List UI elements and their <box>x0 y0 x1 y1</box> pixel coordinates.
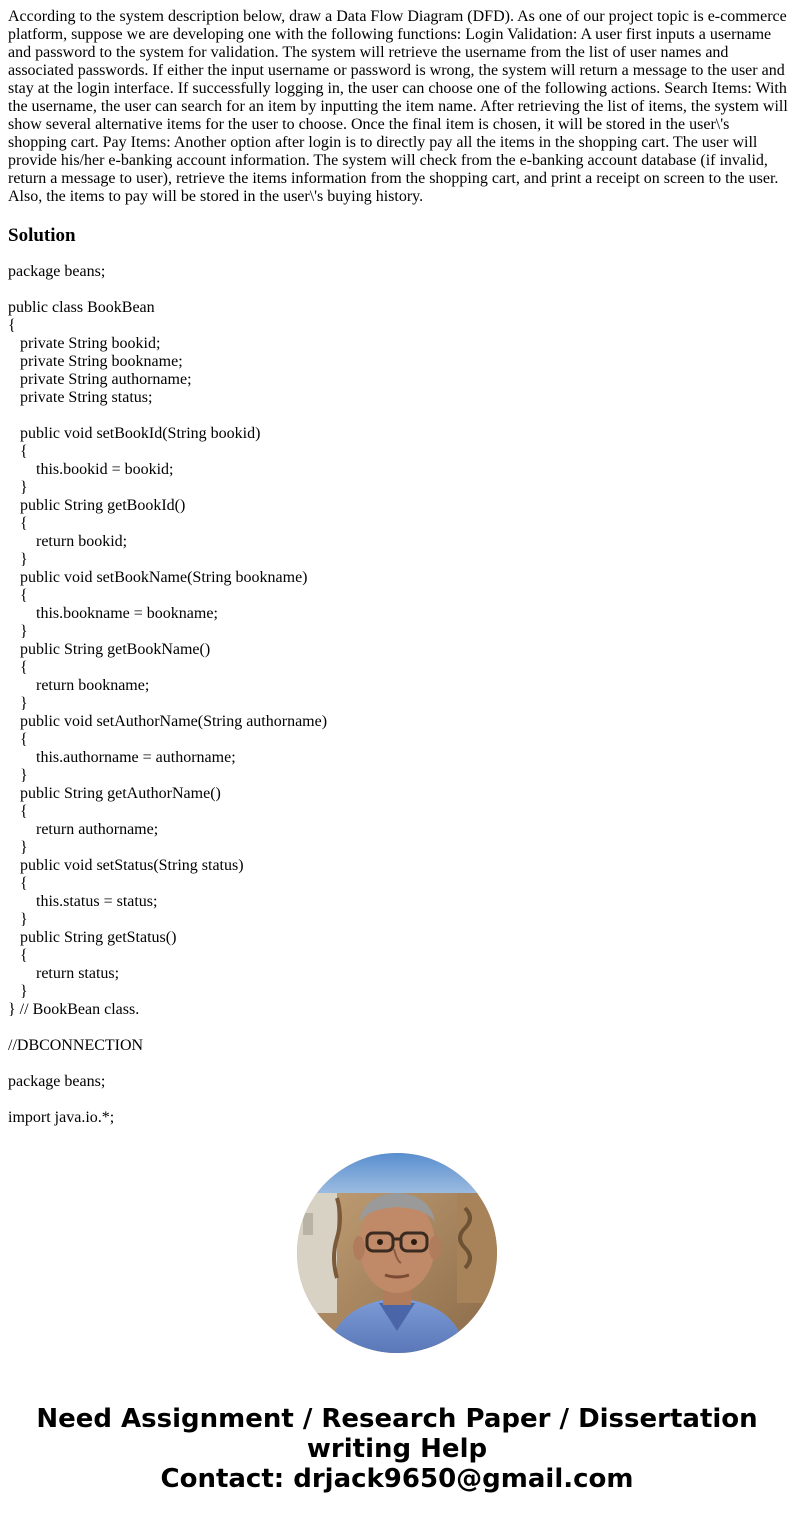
code-line: public String getAuthorName() <box>8 785 221 802</box>
code-line: } <box>8 911 28 928</box>
code-line: } <box>8 695 28 712</box>
code-line: { <box>8 947 28 964</box>
contact-banner <box>0 1404 794 1494</box>
document-content <box>8 8 788 1127</box>
code-line: } <box>8 623 28 640</box>
code-line: public class BookBean <box>8 299 155 316</box>
solution-heading: Solution <box>8 225 76 246</box>
code-line: return bookid; <box>8 533 128 550</box>
code-block <box>8 263 788 1127</box>
code-line: this.authorname = authorname; <box>8 749 236 766</box>
code-line: this.bookname = bookname; <box>8 605 218 622</box>
code-line: public String getBookName() <box>8 641 211 658</box>
code-line: { <box>8 443 28 460</box>
code-line: { <box>8 659 28 676</box>
code-line <box>8 1055 788 1073</box>
code-line <box>8 1019 788 1037</box>
question-text: According to the system description below, draw a Data Flow Diagram (DFD). As one of our project topic is e-commerce platform, suppose we are developing one with the following functions: Login Validation: A user first inputs a username and password to the system for validation. The system will retrieve the username from the list of user names and associated passwords. If either the input username or password is wrong, the system will return a message to the user and stay at the login interface. If successfully logging in, the user can choose one of the following actions. Search Items: With the username, the user can search for an item by inputting the item name. After retrieving the list of items, the system will show several alternative items for the user to choose. Once the final item is chosen, it will be stored in the user\'s shopping cart. Pay Items: Another option after login is to directly pay all the items in the shopping cart. The user will provide his/her e-banking account information. The system will check from the e-banking account database (if invalid, return a message to user), retrieve the items information from the shopping cart, and print a receipt on screen to the user. Also, the items to pay will be stored in the user\'s buying history. <box>8 8 788 205</box>
code-line: private String bookid; <box>8 335 161 352</box>
code-line: //DBCONNECTION <box>8 1037 144 1054</box>
code-line: } <box>8 479 28 496</box>
code-line: this.status = status; <box>8 893 158 910</box>
code-line: public void setBookId(String bookid) <box>8 425 261 442</box>
code-line: public void setBookName(String bookname) <box>8 569 308 586</box>
code-line: public String getStatus() <box>8 929 177 946</box>
code-line: { <box>8 875 28 892</box>
code-line: package beans; <box>8 263 106 280</box>
code-line <box>8 281 788 299</box>
code-line: return status; <box>8 965 120 982</box>
code-line: { <box>8 515 28 532</box>
code-line: } <box>8 983 28 1000</box>
code-line: public void setAuthorName(String authorname) <box>8 713 328 730</box>
code-line: } // BookBean class. <box>8 1001 140 1018</box>
cta-line-2: writing Help <box>306 1434 488 1464</box>
code-line: { <box>8 731 28 748</box>
cta-contact-line: Contact: drjack9650@gmail.com <box>160 1464 634 1494</box>
code-line: private String bookname; <box>8 353 183 370</box>
code-line: private String authorname; <box>8 371 192 388</box>
code-line: package beans; <box>8 1073 106 1090</box>
code-line <box>8 1091 788 1109</box>
code-line: this.bookid = bookid; <box>8 461 174 478</box>
code-line: } <box>8 839 28 856</box>
code-line: } <box>8 551 28 568</box>
code-line: return bookname; <box>8 677 150 694</box>
code-line: { <box>8 803 28 820</box>
code-line: public void setStatus(String status) <box>8 857 244 874</box>
code-line <box>8 407 788 425</box>
author-photo <box>297 1153 497 1353</box>
code-line: } <box>8 767 28 784</box>
cta-line-1: Need Assignment / Research Paper / Dissertation <box>36 1404 758 1434</box>
code-line: private String status; <box>8 389 153 406</box>
code-line: { <box>8 587 28 604</box>
author-avatar <box>297 1153 497 1353</box>
code-line: { <box>8 317 16 334</box>
code-line: public String getBookId() <box>8 497 186 514</box>
code-line: import java.io.*; <box>8 1109 115 1126</box>
code-line: return authorname; <box>8 821 159 838</box>
